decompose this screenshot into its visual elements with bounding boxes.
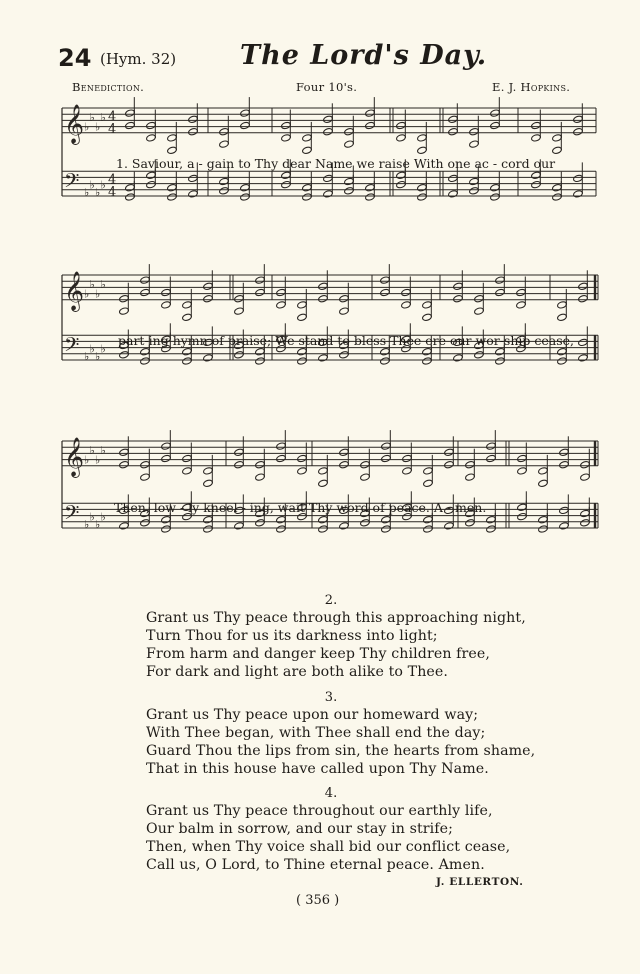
flat-sign-icon: ♭ <box>95 453 101 467</box>
bass-clef-icon: 𝄢 <box>64 501 80 530</box>
verse-2-line-4: For dark and light are both alike to Thee. <box>146 664 449 680</box>
verse-number-2: 2. <box>324 593 338 608</box>
verse-3-line-2: With Thee began, with Thee shall end the day; <box>146 725 486 741</box>
time-signature: 4 <box>108 172 117 188</box>
flat-sign-icon: ♭ <box>95 287 101 301</box>
time-signature: 4 <box>108 185 117 200</box>
flat-sign-icon: ♭ <box>89 342 95 356</box>
flat-sign-icon: ♭ <box>84 453 90 467</box>
treble-clef-icon: 𝄞 <box>64 270 85 311</box>
lyric-line-3: Then, low - ly kneel - ing, wait Thy word of peace. A - men. <box>114 500 487 515</box>
flat-sign-icon: ♭ <box>89 178 95 192</box>
flat-sign-icon: ♭ <box>100 178 106 192</box>
flat-sign-icon: ♭ <box>95 517 101 531</box>
flat-sign-icon: ♭ <box>100 110 106 124</box>
verse-3-line-4: That in this house have called upon Thy Name. <box>146 761 489 777</box>
flat-sign-icon: ♭ <box>84 287 90 301</box>
flat-sign-icon: ♭ <box>100 443 106 457</box>
bass-clef-icon: 𝄢 <box>64 169 80 198</box>
page-number: ( 356 ) <box>296 893 340 908</box>
flat-sign-icon: ♭ <box>95 185 101 199</box>
flat-sign-icon: ♭ <box>100 277 106 291</box>
time-signature: 4 <box>108 121 117 137</box>
flat-sign-icon: ♭ <box>89 510 95 524</box>
verse-3-line-1: Grant us Thy peace upon our homeward way; <box>146 707 479 723</box>
meter: Four 10's. <box>296 80 358 94</box>
verse-4-line-3: Then, when Thy voice shall bid our conflict cease, <box>146 839 511 855</box>
time-signature: 4 <box>108 109 117 125</box>
flat-sign-icon: ♭ <box>89 443 95 457</box>
flat-sign-icon: ♭ <box>95 349 101 363</box>
flat-sign-icon: ♭ <box>84 517 90 531</box>
lyric-line-1: 1. Saviour, a - gain to Thy dear Name we raise With one ac - cord our <box>116 156 556 171</box>
hymn-number: 24 <box>58 44 92 72</box>
verse-4-line-1: Grant us Thy peace throughout our earthly life, <box>146 803 493 819</box>
author: J. ELLERTON. <box>436 876 524 888</box>
lyric-line-2: part-ing hymn of praise; We stand to bless Thee ere our wor-ship cease, <box>118 333 574 348</box>
tune-name: Benediction. <box>72 80 145 94</box>
composer: E. J. Hopkins. <box>492 80 571 94</box>
verse-number-3: 3. <box>324 690 338 705</box>
verse-2-line-1: Grant us Thy peace through this approaching night, <box>146 610 526 626</box>
verse-2-line-2: Turn Thou for us its darkness into light; <box>146 628 438 644</box>
treble-clef-icon: 𝄞 <box>64 436 85 477</box>
verse-number-4: 4. <box>324 786 338 801</box>
flat-sign-icon: ♭ <box>89 110 95 124</box>
flat-sign-icon: ♭ <box>84 120 90 134</box>
bass-clef-icon: 𝄢 <box>64 333 80 362</box>
verse-2-line-3: From harm and danger keep Thy children free, <box>146 646 491 662</box>
treble-clef-icon: 𝄞 <box>64 103 85 144</box>
flat-sign-icon: ♭ <box>84 185 90 199</box>
verse-3-line-3: Guard Thou the lips from sin, the hearts from shame, <box>146 743 536 759</box>
hymn-reference: (Hym. 32) <box>100 50 177 68</box>
hymn-title: The Lord's Day. <box>240 40 488 71</box>
verse-4-line-4: Call us, O Lord, to Thine eternal peace. Amen. <box>146 857 485 873</box>
flat-sign-icon: ♭ <box>95 120 101 134</box>
flat-sign-icon: ♭ <box>100 342 106 356</box>
verse-4-line-2: Our balm in sorrow, and our stay in strife; <box>146 821 454 837</box>
flat-sign-icon: ♭ <box>89 277 95 291</box>
flat-sign-icon: ♭ <box>100 510 106 524</box>
flat-sign-icon: ♭ <box>84 349 90 363</box>
